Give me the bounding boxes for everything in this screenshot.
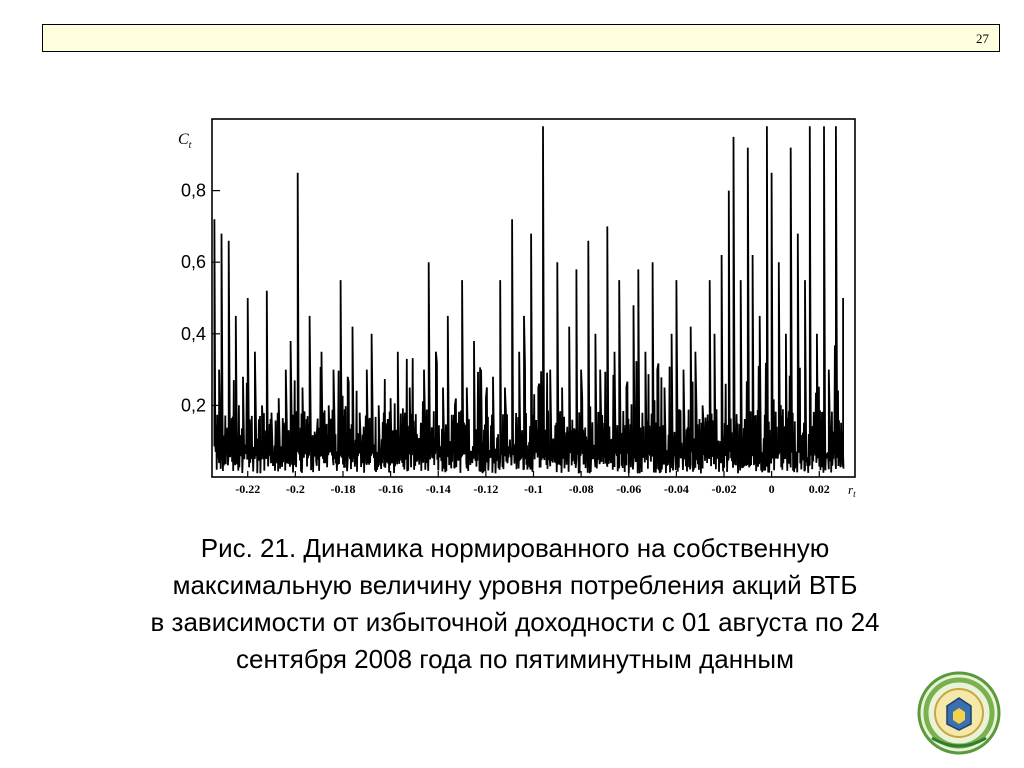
x-tick-label: -0.08 xyxy=(568,482,594,496)
figure xyxy=(160,112,870,502)
x-tick-label: -0.06 xyxy=(616,482,642,496)
x-tick-label: -0.22 xyxy=(235,482,261,496)
x-tick-label: 0 xyxy=(768,482,775,496)
x-tick-label: -0.04 xyxy=(663,482,689,496)
figure-caption xyxy=(40,530,990,678)
y-tick-label: 0,4 xyxy=(180,323,206,344)
y-tick-label: 0,8 xyxy=(180,180,206,201)
header-bar xyxy=(42,24,1000,52)
caption-line: сентября 2008 года по пятиминутным данным xyxy=(236,644,794,674)
x-tick-label: -0.16 xyxy=(378,482,404,496)
y-axis-label: $C_t$ xyxy=(178,131,192,151)
x-tick-label: -0.12 xyxy=(473,482,499,496)
caption-line: максимальную величину уровня потребления акций ВТБ xyxy=(172,570,858,600)
x-tick-label: -0.02 xyxy=(711,482,737,496)
x-tick-label: -0.14 xyxy=(425,482,451,496)
x-tick-label: -0.18 xyxy=(330,482,356,496)
x-axis-label: $r_t$ xyxy=(848,482,856,499)
x-tick-label: -0.1 xyxy=(524,482,543,496)
university-seal-icon xyxy=(914,668,1004,758)
page-number: 27 xyxy=(976,31,989,46)
x-tick-label: -0.2 xyxy=(285,482,305,496)
caption-line: Рис. 21. Динамика нормированного на собственную xyxy=(200,533,830,563)
y-tick-label: 0,2 xyxy=(180,395,206,416)
chart xyxy=(160,112,870,502)
caption-line: в зависимости от избыточной доходности с 01 августа по 24 xyxy=(150,607,880,637)
x-tick-label: 0.02 xyxy=(808,482,830,496)
y-tick-label: 0,6 xyxy=(180,252,206,273)
